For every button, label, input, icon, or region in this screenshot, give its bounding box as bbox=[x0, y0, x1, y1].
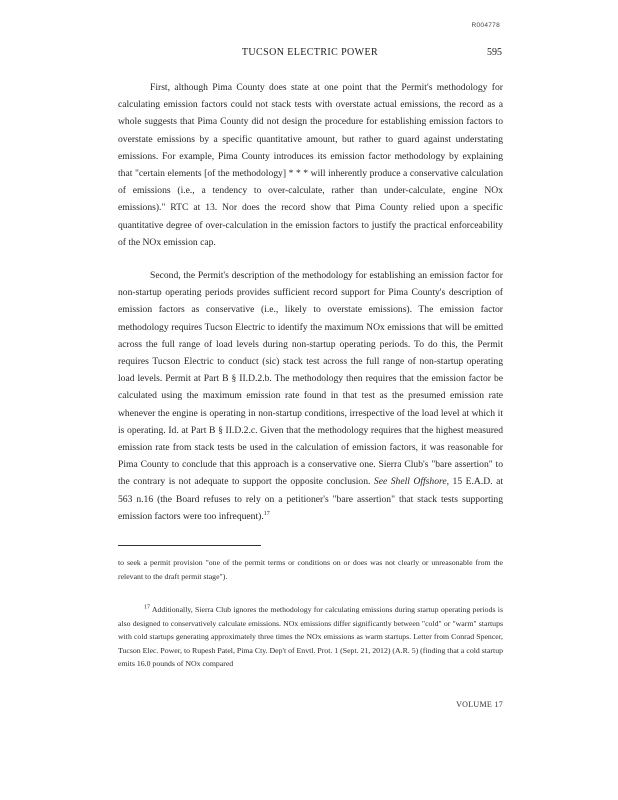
paragraph-text bbox=[118, 267, 503, 525]
footnote-number: 17 bbox=[144, 604, 150, 611]
footnote-17 bbox=[118, 603, 503, 671]
case-citation: See Shell Offshore bbox=[373, 476, 447, 488]
footnote-text: Additionally, Sierra Club ignores the methodology for calculating emissions during startup operating periods is also designed to conservatively calculate emissions. NOx emissions differ significantly between "cold" or "warm" startups with cold startups generating approximately three times the NOx emissions as warm startups. Letter from Conrad Spencer, Tucson Elec. Power, to Rupesh Patel, Pima Cty. Dep't of Envtl. Prot. 1 (Sept. 21, 2012) (A.R. 5) (finding that a cold startup emits 16.0 pounds of NOx compared bbox=[118, 605, 503, 668]
running-header bbox=[118, 47, 502, 61]
header-title: TUCSON ELECTRIC POWER bbox=[241, 47, 379, 58]
header-page-number: 595 bbox=[487, 47, 502, 58]
bates-number: R004778 bbox=[471, 22, 500, 29]
body-paragraph-1 bbox=[118, 79, 503, 251]
body-paragraph-2 bbox=[118, 267, 503, 525]
footnote-continuation: to seek a permit provision "one of the permit terms or conditions on or does was not clearly or unreasonable from the relevant to the draft permit stage"). bbox=[118, 558, 503, 581]
footnote-divider bbox=[118, 545, 261, 546]
paragraph-text: First, although Pima County does state at one point that the Permit's methodology for calculating emission factors could not stack tests with overstate actual emissions, the record as a whole suggests that Pima County did not design the procedure for establishing emission factors to overstate emissions by a specific quantitative amount, but rather to guard against understating emissions. For example, Pima County introduces its emission factor methodology by explaining that "certain elements [of the methodology] * * * will inherently produce a conservative calculation of emissions (i.e., a tendency to over-calculate, rather than under-calculate, engine NOx emissions)." RTC at 13. Nor does the record show that Pima County relied upon a specific quantitative degree of over-calculation in the emission factors to justify the practical enforceability of the NOx emission cap. bbox=[118, 82, 503, 248]
footer-volume: VOLUME 17 bbox=[456, 700, 503, 709]
footnote-reference: 17 bbox=[263, 510, 270, 517]
paragraph-text-main: Second, the Permit's description of the methodology for establishing an emission factor for non-startup operating periods provides sufficient record support for Pima County's description of emission factors as conservative (i.e., likely to overstate emissions). The emission factor methodology requires Tucson Electric to identify the maximum NOx emissions that will be emitted across the full range of load levels during non-startup operating periods. To do this, the Permit requires Tucson Electric to conduct (sic) stack test across the full range of non-startup operating load levels. Permit at Part B § II.D.2.b. The methodology then requires that the emission factor be calculated using the maximum emission rate found in that test as the presumed emission rate whenever the engine is operating in non-startup conditions, irrespective of the load level at which it is operating. Id. at Part B § II.D.2.c. Given that the methodology requires that the highest measured emission rate from stack tests be used in the calculation of emission factors, it was reasonable for Pima County to conclude that this approach is a conservative one. Sierra Club's "bare assertion" to the contrary is not adequate to support the opposite conclusion. See Shell Offshore, 15 E.A.D. at 563 n.16 (the Board refuses to rely on a petitioner's "bare assertion" that stack tests supporting emission factors were too infrequent). bbox=[118, 270, 503, 522]
